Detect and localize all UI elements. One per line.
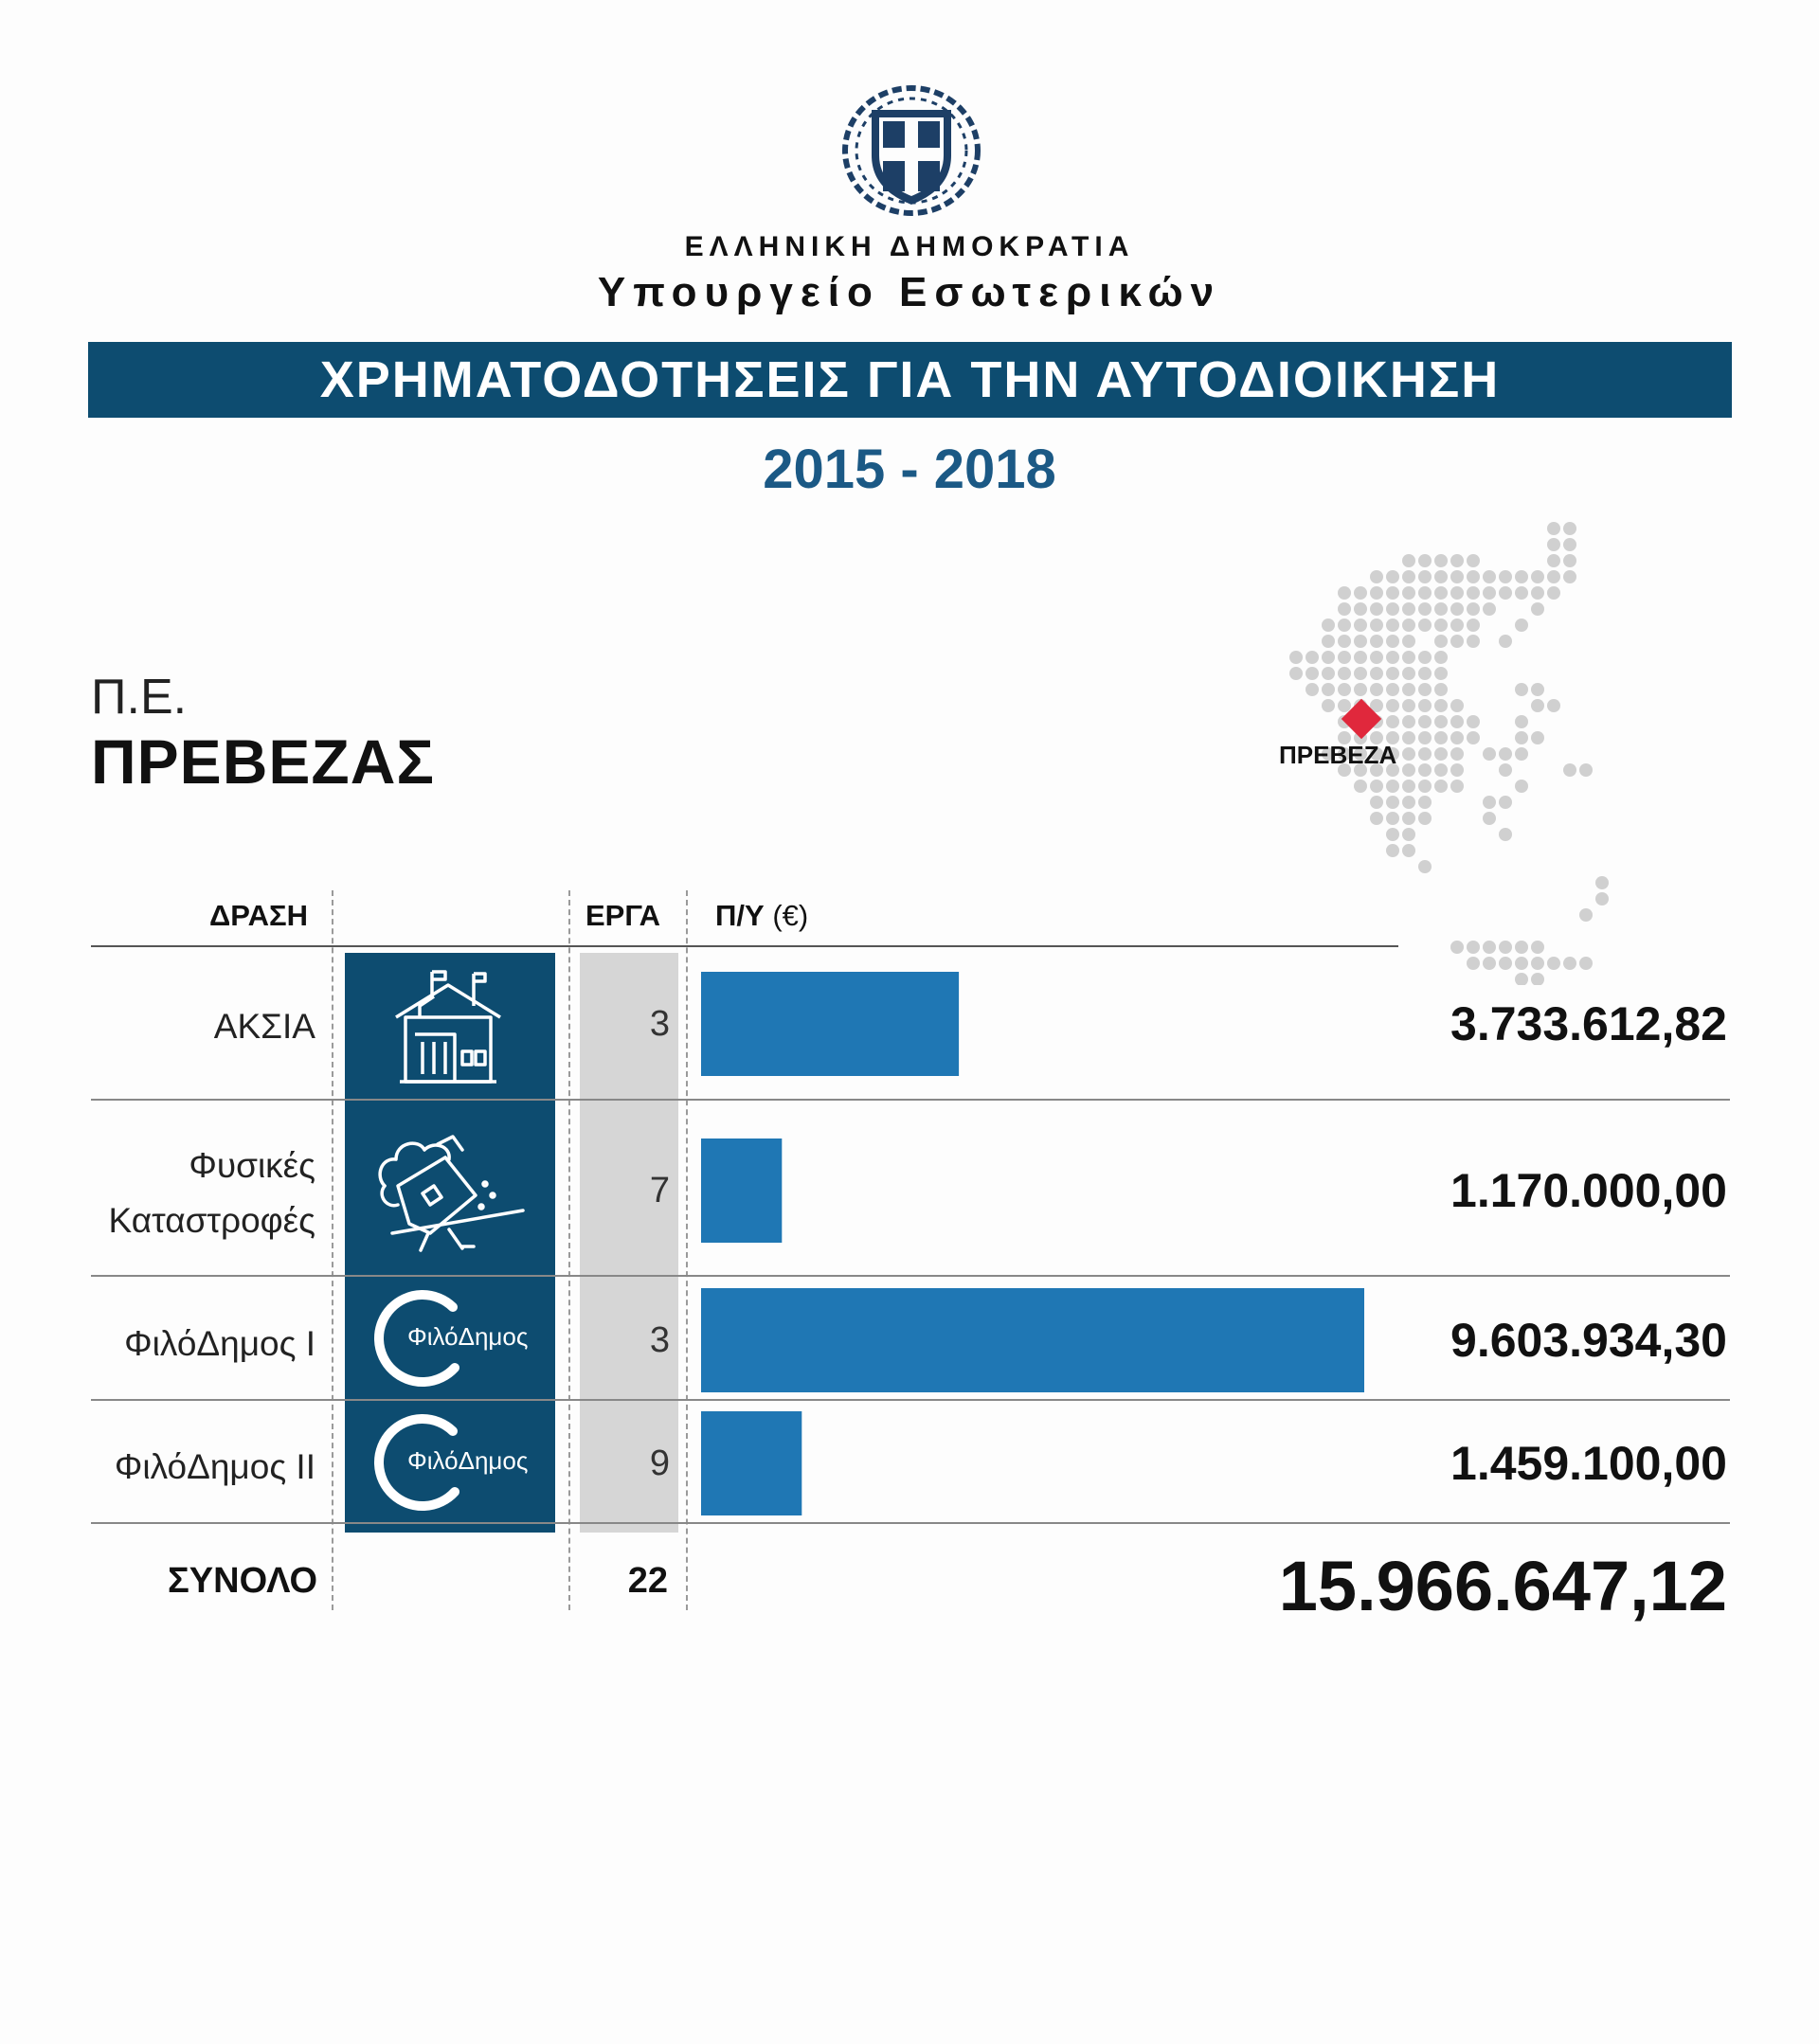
map-dot <box>1289 651 1303 664</box>
map-dot <box>1515 780 1528 793</box>
map-dot <box>1579 763 1593 777</box>
map-dot <box>1418 602 1432 616</box>
column-separator <box>686 890 688 1610</box>
period-title: 2015 - 2018 <box>763 439 1056 500</box>
map-dot <box>1402 747 1415 761</box>
map-dot <box>1322 667 1335 680</box>
map-dot <box>1418 812 1432 825</box>
map-dot <box>1338 683 1351 696</box>
map-dot <box>1434 635 1448 648</box>
map-dot <box>1418 667 1432 680</box>
map-dot <box>1531 699 1544 712</box>
bar-filodimos-1 <box>701 1288 1393 1392</box>
map-dot <box>1579 957 1593 970</box>
map-dot <box>1322 683 1335 696</box>
republic-title: ΕΛΛΗΝΙΚΗ ΔΗΜΟΚΡΑΤΙΑ <box>684 231 1135 262</box>
map-dot <box>1450 699 1464 712</box>
map-dot <box>1434 731 1448 744</box>
map-dot <box>1434 699 1448 712</box>
map-dot <box>1370 586 1383 600</box>
map-dot <box>1515 941 1528 954</box>
map-dot <box>1499 763 1512 777</box>
map-dot <box>1370 635 1383 648</box>
map-dot <box>1547 522 1560 535</box>
map-dot <box>1386 828 1399 841</box>
map-dot <box>1402 683 1415 696</box>
map-dot <box>1434 747 1448 761</box>
bar-aksia <box>701 972 1393 1076</box>
bar-natural-disasters-fill <box>701 1139 782 1243</box>
map-dot <box>1450 763 1464 777</box>
map-dot <box>1499 941 1512 954</box>
map-dot <box>1354 667 1367 680</box>
map-dot <box>1499 828 1512 841</box>
map-dot <box>1386 586 1399 600</box>
map-dot <box>1563 522 1576 535</box>
map-dot <box>1370 796 1383 809</box>
map-dot <box>1402 699 1415 712</box>
map-dot <box>1289 667 1303 680</box>
map-dot <box>1434 683 1448 696</box>
budget-value: 3.733.612,82 <box>1450 997 1727 1050</box>
map-dot <box>1418 619 1432 632</box>
filodimos-logo-text: ΦιλόΔημος <box>407 1446 529 1475</box>
map-dot <box>1338 602 1351 616</box>
bar-filodimos-2 <box>701 1411 1393 1515</box>
map-dot <box>1467 731 1480 744</box>
map-dot <box>1386 844 1399 857</box>
map-dot <box>1386 602 1399 616</box>
row-label-line: Φυσικές <box>189 1146 315 1185</box>
map-dot <box>1531 973 1544 985</box>
row-label-line: ΦιλόΔημος Ι <box>124 1324 315 1363</box>
map-dot <box>1370 619 1383 632</box>
map-dot <box>1402 731 1415 744</box>
map-dot <box>1450 570 1464 583</box>
map-dot <box>1434 780 1448 793</box>
map-dot <box>1306 667 1319 680</box>
map-dot <box>1515 715 1528 728</box>
map-dot <box>1402 602 1415 616</box>
bar-aksia-fill <box>701 972 959 1076</box>
map-dot <box>1483 747 1496 761</box>
map-dot <box>1386 715 1399 728</box>
map-dot <box>1450 554 1464 567</box>
map-dot <box>1434 554 1448 567</box>
map-dot <box>1499 570 1512 583</box>
map-dot <box>1418 763 1432 777</box>
map-dot <box>1338 667 1351 680</box>
map-dot <box>1402 619 1415 632</box>
map-dot <box>1434 570 1448 583</box>
map-dot <box>1563 554 1576 567</box>
map-dot <box>1467 715 1480 728</box>
map-dot <box>1386 796 1399 809</box>
map-dot <box>1450 715 1464 728</box>
map-dot <box>1386 780 1399 793</box>
map-dot <box>1306 683 1319 696</box>
map-dot <box>1402 586 1415 600</box>
column-separator <box>568 890 570 1610</box>
map-dot <box>1354 683 1367 696</box>
map-dot <box>1370 602 1383 616</box>
map-dot <box>1354 651 1367 664</box>
map-dot <box>1547 957 1560 970</box>
map-dot <box>1386 699 1399 712</box>
map-dot <box>1386 812 1399 825</box>
map-dot <box>1563 763 1576 777</box>
budget-value: 9.603.934,30 <box>1450 1314 1727 1367</box>
map-dot <box>1418 780 1432 793</box>
map-dot <box>1354 635 1367 648</box>
row-divider <box>91 1275 1730 1277</box>
map-dot <box>1434 651 1448 664</box>
map-dot <box>1402 715 1415 728</box>
map-dot <box>1483 957 1496 970</box>
banner-title: ΧΡΗΜΑΤΟΔΟΤΗΣΕΙΣ ΓΙΑ ΤΗΝ ΑΥΤΟΔΙΟΙΚΗΣΗ <box>88 342 1732 418</box>
map-dot <box>1434 715 1448 728</box>
map-dot <box>1515 973 1528 985</box>
map-dot <box>1370 812 1383 825</box>
map-dot <box>1547 538 1560 551</box>
map-dot <box>1338 651 1351 664</box>
map-dot <box>1467 586 1480 600</box>
map-dot <box>1483 602 1496 616</box>
map-dot <box>1547 570 1560 583</box>
map-dot <box>1402 651 1415 664</box>
map-dot <box>1370 683 1383 696</box>
map-dot <box>1418 796 1432 809</box>
map-dot <box>1531 683 1544 696</box>
map-dot <box>1531 731 1544 744</box>
column-header-budget-unit: (€) <box>772 899 809 932</box>
natural-disaster-icon <box>371 1129 532 1258</box>
filodimos-logo-icon <box>366 1284 546 1390</box>
map-dot <box>1499 635 1512 648</box>
project-count: 7 <box>649 1171 670 1210</box>
map-dot <box>1579 908 1593 922</box>
map-dot <box>1515 586 1528 600</box>
map-dot <box>1450 780 1464 793</box>
map-dot <box>1402 844 1415 857</box>
map-dot <box>1483 941 1496 954</box>
map-dot <box>1450 586 1464 600</box>
map-dot <box>1515 731 1528 744</box>
map-dot <box>1322 635 1335 648</box>
map-dot <box>1402 667 1415 680</box>
map-dot <box>1531 570 1544 583</box>
header-divider <box>91 945 1398 947</box>
map-dot <box>1322 619 1335 632</box>
map-dot <box>1531 602 1544 616</box>
bar-filodimos-1-fill <box>701 1288 1364 1392</box>
map-dot <box>1531 941 1544 954</box>
map-dot <box>1386 635 1399 648</box>
map-dot <box>1450 602 1464 616</box>
map-dot <box>1402 780 1415 793</box>
map-dot <box>1483 812 1496 825</box>
row-label-filodimos-1 <box>124 1317 315 1372</box>
map-dot <box>1434 602 1448 616</box>
map-dot <box>1370 780 1383 793</box>
map-dot <box>1354 780 1367 793</box>
map-dot <box>1483 796 1496 809</box>
map-dot <box>1467 957 1480 970</box>
map-dot <box>1418 586 1432 600</box>
map-dot <box>1531 586 1544 600</box>
row-divider <box>91 1099 1730 1101</box>
map-dot <box>1483 586 1496 600</box>
map-dot <box>1450 731 1464 744</box>
map-dot <box>1370 651 1383 664</box>
map-dot <box>1499 747 1512 761</box>
map-dot <box>1386 570 1399 583</box>
region-prefix: Π.Ε. <box>91 670 188 725</box>
map-dot <box>1563 570 1576 583</box>
map-dot <box>1499 586 1512 600</box>
row-label-line: ΦιλόΔημος ΙΙ <box>114 1447 315 1486</box>
map-dot <box>1595 892 1609 905</box>
filodimos-logo-text: ΦιλόΔημος <box>407 1322 529 1351</box>
map-dot <box>1434 667 1448 680</box>
project-count: 3 <box>649 1320 670 1360</box>
map-dot <box>1563 538 1576 551</box>
map-dot <box>1418 747 1432 761</box>
budget-value: 1.170.000,00 <box>1450 1164 1727 1217</box>
map-dot <box>1418 731 1432 744</box>
map-dot <box>1322 699 1335 712</box>
map-dot <box>1386 651 1399 664</box>
map-dot <box>1402 554 1415 567</box>
map-dot <box>1434 619 1448 632</box>
row-label-aksia <box>214 999 315 1054</box>
column-header-budget <box>715 899 808 933</box>
map-dot <box>1418 683 1432 696</box>
map-dot <box>1418 715 1432 728</box>
map-dot <box>1450 747 1464 761</box>
map-dot <box>1354 619 1367 632</box>
map-dot <box>1467 619 1480 632</box>
map-dot <box>1418 860 1432 873</box>
row-label-line: Καταστροφές <box>108 1201 315 1240</box>
map-dot <box>1306 651 1319 664</box>
map-dot <box>1515 619 1528 632</box>
map-dot <box>1402 828 1415 841</box>
map-dot <box>1547 699 1560 712</box>
map-dot <box>1499 796 1512 809</box>
map-dot <box>1531 957 1544 970</box>
map-dot <box>1515 957 1528 970</box>
map-dot <box>1467 554 1480 567</box>
map-dot <box>1354 602 1367 616</box>
map-dot <box>1386 667 1399 680</box>
map-region-label: ΠΡΕΒΕΖΑ <box>1279 741 1397 769</box>
greek-emblem-icon <box>837 81 985 220</box>
row-divider <box>91 1399 1730 1401</box>
map-dot <box>1402 570 1415 583</box>
map-dot <box>1467 635 1480 648</box>
map-dot <box>1563 957 1576 970</box>
map-dot <box>1547 586 1560 600</box>
total-label: ΣΥΝΟΛΟ <box>167 1561 317 1601</box>
map-dot <box>1386 619 1399 632</box>
column-header-budget-label: Π/Υ <box>715 899 765 932</box>
map-dot <box>1450 941 1464 954</box>
row-divider <box>91 1522 1730 1524</box>
row-label-filodimos-2 <box>115 1440 315 1495</box>
map-dot <box>1547 554 1560 567</box>
map-dot <box>1450 619 1464 632</box>
map-dot <box>1402 796 1415 809</box>
bar-natural-disasters <box>701 1139 1393 1243</box>
map-dot <box>1386 683 1399 696</box>
column-separator <box>332 890 333 1610</box>
map-dot <box>1467 941 1480 954</box>
project-count: 3 <box>649 1004 670 1044</box>
map-dot <box>1338 699 1351 712</box>
row-label-natural-disasters <box>109 1139 316 1248</box>
map-dot <box>1338 619 1351 632</box>
total-value: 15.966.647,12 <box>1278 1547 1727 1625</box>
column-header-projects: ΕΡΓΑ <box>585 899 660 932</box>
map-dot <box>1515 683 1528 696</box>
map-dot <box>1402 763 1415 777</box>
row-label-line: ΑΚΣΙΑ <box>213 1007 315 1046</box>
map-dot <box>1467 570 1480 583</box>
map-dot <box>1370 570 1383 583</box>
region-name: ΠΡΕΒΕΖΑΣ <box>91 726 435 797</box>
map-dot <box>1418 554 1432 567</box>
map-dot <box>1483 570 1496 583</box>
map-dot <box>1418 699 1432 712</box>
map-dot <box>1418 651 1432 664</box>
ministry-title: Υπουργείο Εσωτερικών <box>597 269 1222 315</box>
budget-value: 1.459.100,00 <box>1450 1437 1727 1490</box>
filodimos-logo-icon <box>366 1408 546 1515</box>
map-dot <box>1322 651 1335 664</box>
map-dot <box>1467 602 1480 616</box>
bar-filodimos-2-fill <box>701 1411 801 1515</box>
column-header-action: ΔΡΑΣΗ <box>208 899 308 932</box>
map-dot <box>1338 586 1351 600</box>
map-dot <box>1370 667 1383 680</box>
map-dot <box>1515 570 1528 583</box>
map-dot <box>1499 957 1512 970</box>
map-dot <box>1418 570 1432 583</box>
school-building-icon <box>387 968 510 1087</box>
map-dot <box>1402 635 1415 648</box>
map-dot <box>1515 747 1528 761</box>
map-dot <box>1434 763 1448 777</box>
map-dot <box>1354 586 1367 600</box>
map-dot <box>1434 586 1448 600</box>
map-dot <box>1402 812 1415 825</box>
map-dot <box>1338 635 1351 648</box>
map-dot <box>1450 635 1464 648</box>
map-dot <box>1595 876 1609 889</box>
total-projects: 22 <box>627 1561 668 1601</box>
project-count: 9 <box>649 1443 670 1483</box>
